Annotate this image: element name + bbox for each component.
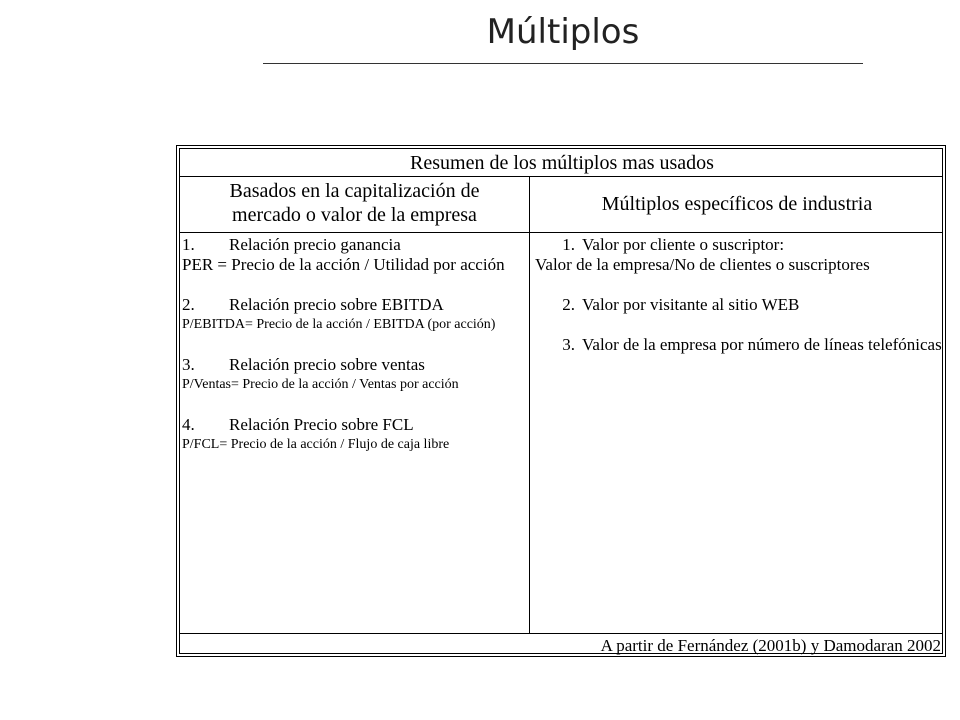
column-divider xyxy=(529,176,530,633)
item-heading: Relación precio ganancia xyxy=(229,235,401,254)
item-number: 3. xyxy=(182,355,195,374)
item-text: Valor por visitante al sitio WEB xyxy=(582,295,800,314)
right-column-body xyxy=(535,235,945,355)
item-formula: P/Ventas= Precio de la acción / Ventas por acción xyxy=(182,377,459,392)
item-number: 1. xyxy=(182,235,195,254)
item-number: 2. xyxy=(182,295,195,314)
item-formula: P/FCL= Precio de la acción / Flujo de caja libre xyxy=(182,437,450,452)
left-header-line2: mercado o valor de la empresa xyxy=(232,204,477,226)
right-item-3 xyxy=(535,335,945,355)
left-item-2 xyxy=(182,295,526,335)
item-number: 1. xyxy=(562,235,575,254)
item-number: 2. xyxy=(562,295,575,314)
right-column-header: Múltiplos específicos de industria xyxy=(601,193,873,215)
item-formula: P/EBITDA= Precio de la acción / EBITDA (por acción) xyxy=(182,317,496,332)
source-citation: A partir de Fernández (2001b) y Damodaran 2002 xyxy=(600,636,941,655)
title-underline xyxy=(263,63,863,64)
item-text: Valor por cliente o suscriptor: xyxy=(582,235,785,254)
table-title: Resumen de los múltiplos mas usados xyxy=(410,152,714,174)
left-column-header xyxy=(180,179,529,227)
left-item-1 xyxy=(182,235,526,275)
body-row-divider xyxy=(179,633,943,634)
item-heading: Relación precio sobre ventas xyxy=(229,355,425,374)
left-column-body xyxy=(182,235,526,455)
left-header-line1: Basados en la capitalización de xyxy=(229,180,480,202)
item-detail: Valor de la empresa/No de clientes o suscriptores xyxy=(535,255,870,274)
slide-title: Múltiplos xyxy=(486,12,640,52)
item-number: 4. xyxy=(182,415,195,434)
multiples-summary-table xyxy=(176,145,946,657)
item-number: 3. xyxy=(562,335,575,354)
item-heading: Relación Precio sobre FCL xyxy=(229,415,414,434)
item-formula: PER = Precio de la acción / Utilidad por acción xyxy=(182,255,505,274)
item-heading: Relación precio sobre EBITDA xyxy=(229,295,444,314)
left-item-3 xyxy=(182,355,526,395)
right-item-1 xyxy=(535,235,945,275)
item-text: Valor de la empresa por número de líneas telefónicas xyxy=(582,335,942,354)
right-item-2 xyxy=(535,295,945,315)
left-item-4 xyxy=(182,415,526,455)
header-row-divider xyxy=(179,232,943,233)
